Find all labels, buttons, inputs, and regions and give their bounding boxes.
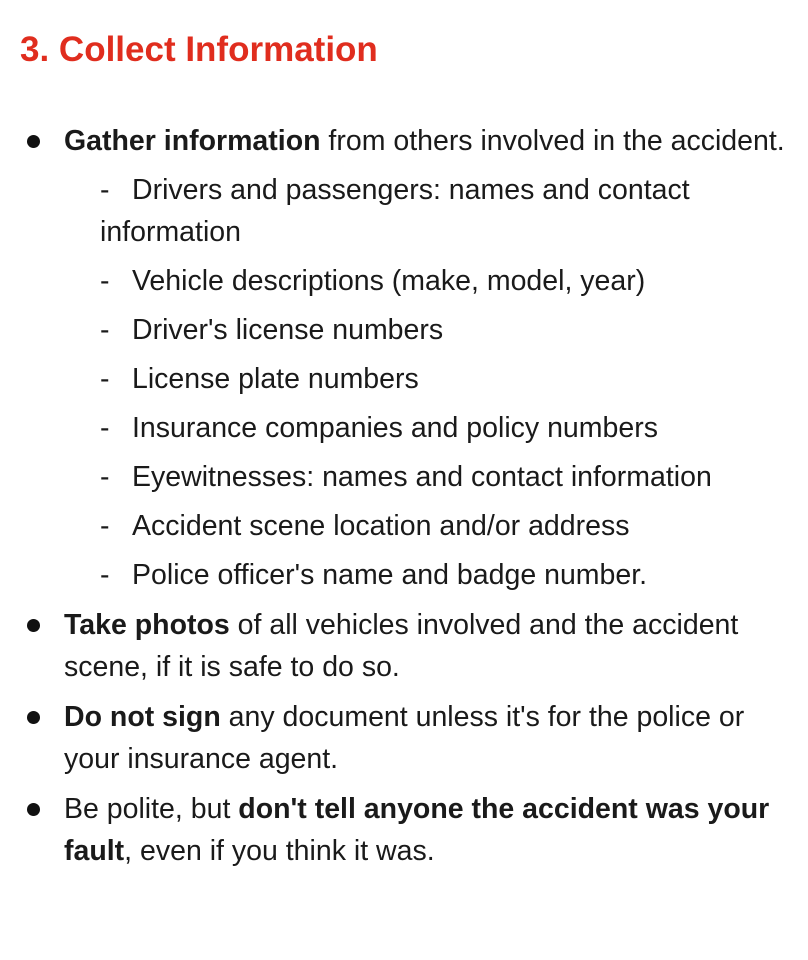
bullet-dot-icon: [27, 619, 40, 632]
dash-icon: -: [100, 510, 110, 542]
sub-item-text: Accident scene location and/or address: [132, 510, 630, 542]
bullet-text-segment: any document unless it's for the police or your insurance agent.: [64, 701, 745, 775]
sub-item-text: Eyewitnesses: names and contact information: [132, 461, 712, 493]
sub-item-text: Driver's license numbers: [132, 314, 444, 346]
sub-item-text: Police officer's name and badge number.: [132, 559, 648, 591]
dash-icon: -: [100, 412, 110, 444]
bullet-text: [64, 604, 794, 688]
bullet-text: [64, 788, 794, 872]
sub-item-text: Insurance companies and policy numbers: [132, 412, 658, 444]
bullet-dot-icon: [27, 711, 40, 724]
dash-icon: -: [100, 314, 110, 346]
bullet-item: [0, 604, 808, 688]
sub-list-item: [100, 358, 794, 400]
bullet-text-segment: from others involved in the accident.: [320, 125, 785, 157]
sub-list-item: [100, 260, 794, 302]
sub-list-item: [100, 169, 794, 253]
bullet-item: [0, 788, 808, 872]
bullet-emphasis: don't tell anyone the accident was your fault: [64, 793, 770, 867]
bullet-emphasis: Gather information: [64, 125, 321, 157]
bullet-text-segment: Be polite, but: [64, 793, 239, 825]
sub-list-item: [100, 554, 794, 596]
bullet-emphasis: Take photos: [64, 609, 230, 641]
sub-list-item: [100, 407, 794, 449]
sub-list-item: [100, 505, 794, 547]
sub-list-item: [100, 309, 794, 351]
bullet-dot-icon: [27, 135, 40, 148]
dash-icon: -: [100, 559, 110, 591]
bullet-text-segment: of all vehicles involved and the accident scene, if it is safe to do so.: [64, 609, 739, 683]
bullet-text: [64, 120, 794, 162]
dash-icon: -: [100, 174, 110, 206]
dash-icon: -: [100, 363, 110, 395]
dash-icon: -: [100, 461, 110, 493]
bullet-text: [64, 696, 794, 780]
sub-item-text: Drivers and passengers: names and contact information: [100, 174, 690, 248]
bullet-item: [0, 120, 808, 596]
sub-item-text: Vehicle descriptions (make, model, year): [132, 265, 646, 297]
bullet-text-segment: , even if you think it was.: [124, 835, 435, 867]
sub-item-text: License plate numbers: [132, 363, 419, 395]
dash-icon: -: [100, 265, 110, 297]
section-heading: 3. Collect Information: [20, 30, 378, 69]
sub-list-item: [100, 456, 794, 498]
bullet-dot-icon: [27, 803, 40, 816]
sub-list: [64, 169, 794, 596]
bullet-item: [0, 696, 808, 780]
info-bullet-list: [0, 120, 808, 880]
bullet-emphasis: Do not sign: [64, 701, 221, 733]
